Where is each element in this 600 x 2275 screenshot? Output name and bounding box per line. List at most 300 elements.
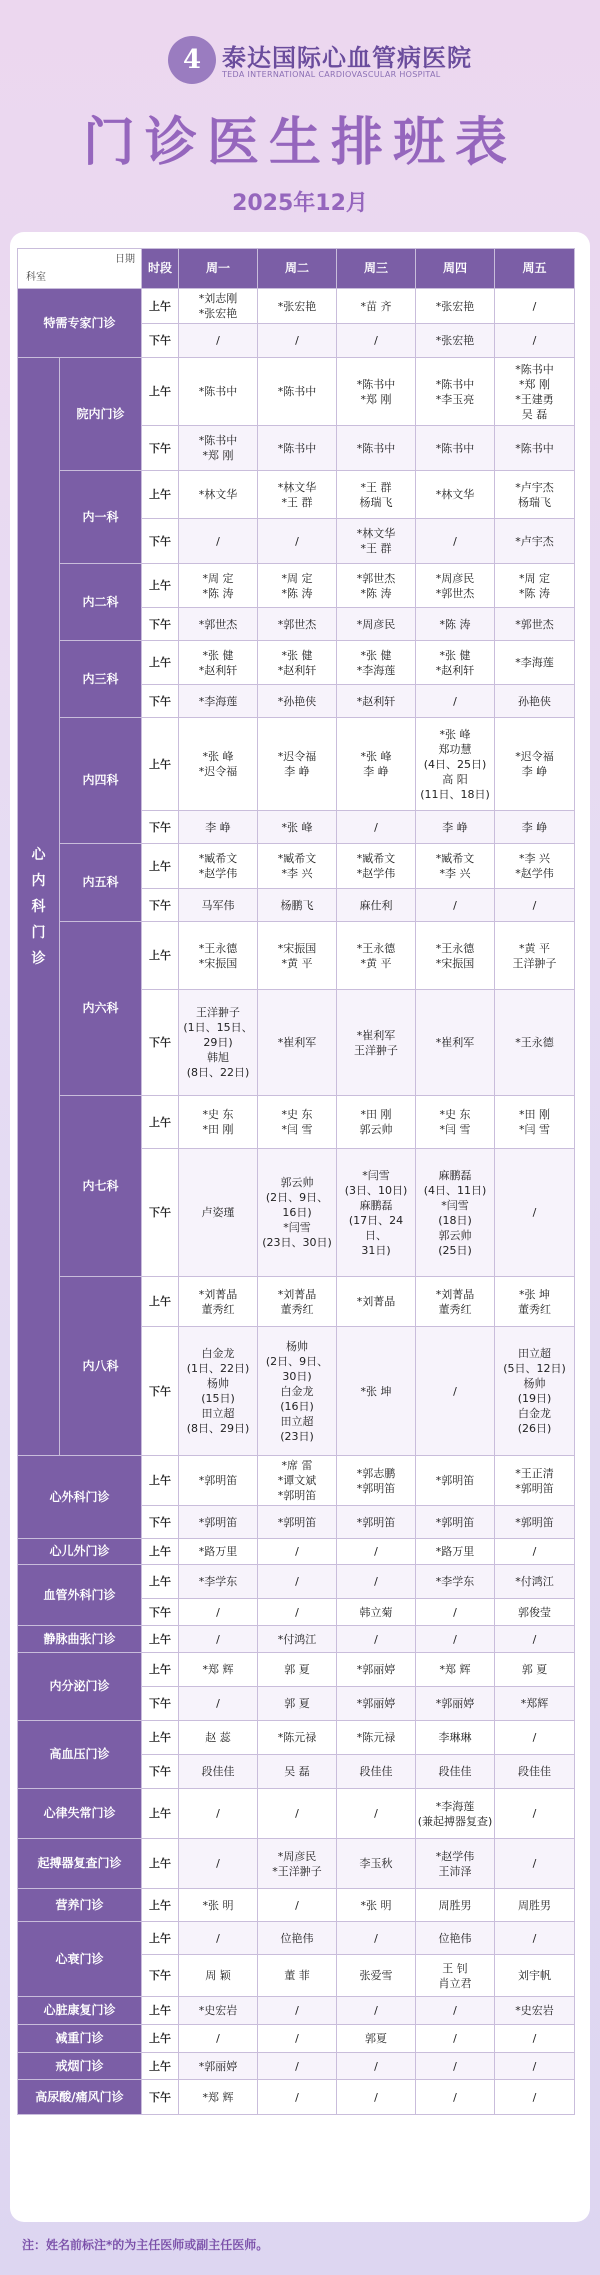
time-slot-label: 上午 <box>142 1789 179 1839</box>
table-row <box>18 471 575 519</box>
schedule-cell-fri: 刘宇帆 <box>495 1955 575 1997</box>
schedule-cell-wed: *崔利军 王洋翀子 <box>337 990 416 1096</box>
schedule-cell-tue: / <box>258 2053 337 2080</box>
schedule-cell-thu: / <box>416 1626 495 1653</box>
schedule-cell-mon: 赵 蕊 <box>179 1721 258 1755</box>
time-slot-label: 上午 <box>142 1539 179 1565</box>
schedule-cell-tue: / <box>258 519 337 564</box>
schedule-cell-fri: / <box>495 1539 575 1565</box>
schedule-cell-mon: / <box>179 1839 258 1889</box>
department-name: 内四科 <box>60 718 142 844</box>
day-header-wed: 周三 <box>337 249 416 289</box>
schedule-cell-tue: *迟令福 李 峥 <box>258 718 337 811</box>
schedule-cell-mon: *李学东 <box>179 1565 258 1599</box>
schedule-cell-wed: *郭志鹏 *郭明笛 <box>337 1456 416 1506</box>
schedule-cell-fri: / <box>495 2053 575 2080</box>
department-name: 内八科 <box>60 1277 142 1456</box>
footer-note: 注：姓名前标注*的为主任医师或副主任医师。 <box>22 2238 269 2252</box>
schedule-cell-mon: *李海莲 <box>179 685 258 718</box>
schedule-cell-fri: *史宏岩 <box>495 1997 575 2025</box>
schedule-cell-thu: / <box>416 1327 495 1456</box>
time-slot-label: 上午 <box>142 1922 179 1955</box>
table-row <box>18 1789 575 1839</box>
time-slot-label: 下午 <box>142 1687 179 1721</box>
time-slot-label: 下午 <box>142 1955 179 1997</box>
schedule-cell-tue: 郭云帅 (2日、9日、 16日) *闫雪 (23日、30日) <box>258 1149 337 1277</box>
schedule-cell-mon: *郑 辉 <box>179 2080 258 2115</box>
schedule-cell-tue: *刘菁晶 董秀红 <box>258 1277 337 1327</box>
schedule-cell-fri: 郭 夏 <box>495 1653 575 1687</box>
department-name: 院内门诊 <box>60 358 142 471</box>
schedule-cell-wed: *张 明 <box>337 1889 416 1922</box>
schedule-cell-mon: *陈书中 *郑 刚 <box>179 426 258 471</box>
schedule-cell-fri: *黄 平 王洋翀子 <box>495 922 575 990</box>
schedule-cell-thu: *赵学伟 王沛泽 <box>416 1839 495 1889</box>
schedule-cell-wed: *周彦民 <box>337 608 416 641</box>
department-name: 高尿酸/痛风门诊 <box>18 2080 142 2115</box>
department-name: 内三科 <box>60 641 142 718</box>
schedule-cell-tue: *张 健 *赵利轩 <box>258 641 337 685</box>
schedule-cell-mon: *路万里 <box>179 1539 258 1565</box>
table-row <box>18 1997 575 2025</box>
schedule-cell-tue: / <box>258 1997 337 2025</box>
time-slot-label: 上午 <box>142 1565 179 1599</box>
schedule-cell-fri: / <box>495 1839 575 1889</box>
time-slot-label: 上午 <box>142 1653 179 1687</box>
schedule-cell-tue: 位艳伟 <box>258 1922 337 1955</box>
schedule-cell-mon: 段佳佳 <box>179 1755 258 1789</box>
schedule-cell-tue: / <box>258 324 337 358</box>
schedule-cell-wed: *张 坤 <box>337 1327 416 1456</box>
schedule-cell-thu: 段佳佳 <box>416 1755 495 1789</box>
schedule-cell-mon: *张 峰 *迟令福 <box>179 718 258 811</box>
time-slot-label: 上午 <box>142 718 179 811</box>
schedule-cell-wed: *张 健 *李海莲 <box>337 641 416 685</box>
schedule-cell-mon: *郭世杰 <box>179 608 258 641</box>
time-slot-label: 下午 <box>142 1755 179 1789</box>
table-corner-header <box>18 249 142 289</box>
schedule-cell-wed: *郭丽婷 <box>337 1687 416 1721</box>
schedule-cell-wed: *陈书中 *郑 刚 <box>337 358 416 426</box>
department-name: 内六科 <box>60 922 142 1096</box>
schedule-cell-thu: 周胜男 <box>416 1889 495 1922</box>
schedule-cell-mon: / <box>179 1687 258 1721</box>
schedule-cell-wed: *郭世杰 *陈 涛 <box>337 564 416 608</box>
schedule-cell-wed: / <box>337 2053 416 2080</box>
schedule-cell-tue: / <box>258 1565 337 1599</box>
schedule-cell-mon: / <box>179 1599 258 1626</box>
schedule-cell-thu: 李琳琳 <box>416 1721 495 1755</box>
table-row <box>18 1096 575 1149</box>
table-row <box>18 1721 575 1755</box>
schedule-cell-tue: *张宏艳 <box>258 289 337 324</box>
hospital-name-en: TEDA INTERNATIONAL CARDIOVASCULAR HOSPITAL <box>222 70 441 79</box>
schedule-cell-thu: 王 钊 肖立君 <box>416 1955 495 1997</box>
schedule-cell-fri: *李海莲 <box>495 641 575 685</box>
department-name: 内二科 <box>60 564 142 641</box>
time-slot-label: 上午 <box>142 1839 179 1889</box>
table-row <box>18 922 575 990</box>
schedule-cell-thu: *郑 辉 <box>416 1653 495 1687</box>
schedule-cell-thu: *臧希文 *李 兴 <box>416 844 495 889</box>
table-row <box>18 1277 575 1327</box>
table-row <box>18 1539 575 1565</box>
schedule-cell-thu: *李学东 <box>416 1565 495 1599</box>
schedule-cell-thu: *林文华 <box>416 471 495 519</box>
schedule-cell-wed: / <box>337 324 416 358</box>
schedule-cell-thu: *张宏艳 <box>416 324 495 358</box>
schedule-cell-thu: *郭明笛 <box>416 1456 495 1506</box>
schedule-cell-mon: *史宏岩 <box>179 1997 258 2025</box>
schedule-cell-tue: / <box>258 1599 337 1626</box>
schedule-cell-mon: / <box>179 519 258 564</box>
schedule-cell-tue: *孙艳侠 <box>258 685 337 718</box>
schedule-cell-tue: *陈元禄 <box>258 1721 337 1755</box>
schedule-cell-thu: *张宏艳 <box>416 289 495 324</box>
day-header-tue: 周二 <box>258 249 337 289</box>
table-row <box>18 564 575 608</box>
table-row <box>18 1839 575 1889</box>
schedule-cell-thu: *刘菁晶 董秀红 <box>416 1277 495 1327</box>
time-slot-label: 下午 <box>142 811 179 844</box>
schedule-cell-tue: *史 东 *闫 雪 <box>258 1096 337 1149</box>
schedule-cell-fri: *王永德 <box>495 990 575 1096</box>
day-header-thu: 周四 <box>416 249 495 289</box>
schedule-cell-thu: / <box>416 2080 495 2115</box>
table-row <box>18 358 575 426</box>
time-slot-label: 下午 <box>142 2080 179 2115</box>
schedule-cell-fri: / <box>495 1789 575 1839</box>
department-name: 内一科 <box>60 471 142 564</box>
table-row <box>18 2053 575 2080</box>
schedule-cell-mon: *周 定 *陈 涛 <box>179 564 258 608</box>
schedule-cell-mon: *王永德 *宋振国 <box>179 922 258 990</box>
schedule-cell-thu: *陈书中 *李玉亮 <box>416 358 495 426</box>
schedule-cell-thu: / <box>416 685 495 718</box>
schedule-cell-mon: 李 峥 <box>179 811 258 844</box>
schedule-cell-fri: *付鸿江 <box>495 1565 575 1599</box>
schedule-cell-tue: 杨鹏飞 <box>258 889 337 922</box>
schedule-cell-tue: *周 定 *陈 涛 <box>258 564 337 608</box>
schedule-cell-fri: / <box>495 1626 575 1653</box>
time-slot-label: 下午 <box>142 1506 179 1539</box>
schedule-cell-tue: 郭 夏 <box>258 1687 337 1721</box>
schedule-cell-fri: 孙艳侠 <box>495 685 575 718</box>
page-header <box>0 0 600 240</box>
schedule-cell-tue: 杨帅 (2日、9日、 30日) 白金龙 (16日) 田立超 (23日) <box>258 1327 337 1456</box>
schedule-cell-wed: / <box>337 1565 416 1599</box>
dept-header: 科室 <box>26 272 46 283</box>
schedule-cell-wed: *郭明笛 <box>337 1506 416 1539</box>
time-slot-label: 下午 <box>142 1149 179 1277</box>
schedule-cell-wed: 李玉秋 <box>337 1839 416 1889</box>
department-name: 戒烟门诊 <box>18 2053 142 2080</box>
time-slot-label: 下午 <box>142 519 179 564</box>
schedule-cell-tue: 郭 夏 <box>258 1653 337 1687</box>
table-row <box>18 1653 575 1687</box>
time-slot-label: 下午 <box>142 889 179 922</box>
schedule-cell-fri: *卢宇杰 杨瑞飞 <box>495 471 575 519</box>
schedule-cell-wed: *赵利轩 <box>337 685 416 718</box>
table-row <box>18 289 575 324</box>
schedule-cell-tue: *周彦民 *王洋翀子 <box>258 1839 337 1889</box>
schedule-cell-thu: *郭明笛 <box>416 1506 495 1539</box>
department-name: 血管外科门诊 <box>18 1565 142 1626</box>
schedule-cell-tue: *宋振国 *黄 平 <box>258 922 337 990</box>
schedule-cell-wed: / <box>337 811 416 844</box>
schedule-cell-thu: *史 东 *闫 雪 <box>416 1096 495 1149</box>
schedule-cell-mon: *刘志刚 *张宏艳 <box>179 289 258 324</box>
schedule-cell-thu: 位艳伟 <box>416 1922 495 1955</box>
date-header: 日期 <box>115 254 135 265</box>
schedule-cell-fri: 李 峥 <box>495 811 575 844</box>
time-slot-label: 上午 <box>142 1997 179 2025</box>
schedule-cell-tue: *臧希文 *李 兴 <box>258 844 337 889</box>
schedule-cell-fri: / <box>495 889 575 922</box>
schedule-cell-fri: *张 坤 董秀红 <box>495 1277 575 1327</box>
department-name: 高血压门诊 <box>18 1721 142 1789</box>
schedule-cell-fri: *陈书中 <box>495 426 575 471</box>
schedule-cell-wed: 麻仕利 <box>337 889 416 922</box>
time-slot-label: 上午 <box>142 1277 179 1327</box>
department-name: 心衰门诊 <box>18 1922 142 1997</box>
table-row <box>18 1889 575 1922</box>
schedule-cell-fri: / <box>495 1721 575 1755</box>
schedule-cell-fri: 段佳佳 <box>495 1755 575 1789</box>
schedule-cell-mon: *郭丽婷 <box>179 2053 258 2080</box>
schedule-cell-fri: *卢宇杰 <box>495 519 575 564</box>
table-row <box>18 1456 575 1506</box>
schedule-cell-fri: *郭世杰 <box>495 608 575 641</box>
schedule-cell-mon: *张 明 <box>179 1889 258 1922</box>
schedule-cell-tue: *郭明笛 <box>258 1506 337 1539</box>
schedule-cell-wed: 段佳佳 <box>337 1755 416 1789</box>
schedule-cell-wed: *刘菁晶 <box>337 1277 416 1327</box>
schedule-cell-mon: 王洋翀子 (1日、15日、 29日) 韩旭 (8日、22日) <box>179 990 258 1096</box>
schedule-cell-tue: *崔利军 <box>258 990 337 1096</box>
schedule-cell-wed: 韩立菊 <box>337 1599 416 1626</box>
time-slot-label: 上午 <box>142 1456 179 1506</box>
schedule-cell-fri: *周 定 *陈 涛 <box>495 564 575 608</box>
time-slot-label: 下午 <box>142 685 179 718</box>
day-header-mon: 周一 <box>179 249 258 289</box>
schedule-cell-tue: *陈书中 <box>258 358 337 426</box>
schedule-cell-tue: *郭世杰 <box>258 608 337 641</box>
schedule-cell-wed: *田 刚 郭云帅 <box>337 1096 416 1149</box>
schedule-cell-tue: *张 峰 <box>258 811 337 844</box>
schedule-cell-fri: *李 兴 *赵学伟 <box>495 844 575 889</box>
schedule-cell-wed: / <box>337 1789 416 1839</box>
table-row <box>18 641 575 685</box>
schedule-cell-fri: / <box>495 324 575 358</box>
department-name: 心儿外门诊 <box>18 1539 142 1565</box>
time-slot-label: 上午 <box>142 1626 179 1653</box>
schedule-cell-wed: *郭丽婷 <box>337 1653 416 1687</box>
schedule-cell-wed: *臧希文 *赵学伟 <box>337 844 416 889</box>
table-row <box>18 844 575 889</box>
cardiology-group-label: 心 内 科 门 诊 <box>18 358 60 1456</box>
schedule-cell-fri: *陈书中 *郑 刚 *王建勇 吴 磊 <box>495 358 575 426</box>
schedule-cell-fri: *田 刚 *闫 雪 <box>495 1096 575 1149</box>
department-name: 特需专家门诊 <box>18 289 142 358</box>
schedule-cell-wed: *王 群 杨瑞飞 <box>337 471 416 519</box>
schedule-cell-thu: / <box>416 1997 495 2025</box>
schedule-cell-tue: / <box>258 1539 337 1565</box>
schedule-cell-mon: / <box>179 2025 258 2053</box>
time-slot-label: 上午 <box>142 358 179 426</box>
schedule-cell-mon: *郭明笛 <box>179 1506 258 1539</box>
schedule-cell-mon: *陈书中 <box>179 358 258 426</box>
schedule-cell-thu: *王永德 *宋振国 <box>416 922 495 990</box>
schedule-cell-wed: 郭夏 <box>337 2025 416 2053</box>
schedule-cell-fri: / <box>495 2080 575 2115</box>
schedule-cell-mon: *刘菁晶 董秀红 <box>179 1277 258 1327</box>
schedule-cell-mon: / <box>179 1789 258 1839</box>
schedule-body <box>18 289 575 2115</box>
schedule-cell-thu: / <box>416 519 495 564</box>
schedule-cell-mon: / <box>179 1922 258 1955</box>
schedule-cell-mon: / <box>179 324 258 358</box>
time-slot-label: 下午 <box>142 426 179 471</box>
schedule-cell-wed: / <box>337 1626 416 1653</box>
schedule-cell-wed: / <box>337 2080 416 2115</box>
table-row <box>18 1922 575 1955</box>
time-slot-label: 上午 <box>142 1889 179 1922</box>
time-slot-label: 上午 <box>142 2025 179 2053</box>
schedule-month: 2025年12月 <box>232 191 368 216</box>
schedule-cell-mon: *郭明笛 <box>179 1456 258 1506</box>
schedule-cell-fri: *王正清 *郭明笛 <box>495 1456 575 1506</box>
schedule-cell-tue: / <box>258 2080 337 2115</box>
time-slot-label: 上午 <box>142 844 179 889</box>
schedule-cell-mon: 卢姿瑾 <box>179 1149 258 1277</box>
schedule-cell-wed: *陈书中 <box>337 426 416 471</box>
schedule-cell-thu: / <box>416 2025 495 2053</box>
time-slot-label: 上午 <box>142 289 179 324</box>
schedule-cell-fri: / <box>495 1149 575 1277</box>
schedule-table <box>17 248 575 2115</box>
schedule-cell-tue: 董 菲 <box>258 1955 337 1997</box>
department-name: 起搏器复查门诊 <box>18 1839 142 1889</box>
time-slot-label: 上午 <box>142 922 179 990</box>
time-slot-label: 上午 <box>142 1096 179 1149</box>
table-row <box>18 2080 575 2115</box>
schedule-cell-wed: *陈元禄 <box>337 1721 416 1755</box>
schedule-cell-thu: *张 健 *赵利轩 <box>416 641 495 685</box>
time-slot-label: 下午 <box>142 324 179 358</box>
schedule-cell-wed: / <box>337 1922 416 1955</box>
schedule-cell-tue: / <box>258 1889 337 1922</box>
hospital-logo: 4 <box>168 36 216 84</box>
schedule-cell-thu: *郭丽婷 <box>416 1687 495 1721</box>
department-name: 内七科 <box>60 1096 142 1277</box>
schedule-cell-wed: *苗 齐 <box>337 289 416 324</box>
schedule-cell-thu: *陈书中 <box>416 426 495 471</box>
department-name: 减重门诊 <box>18 2025 142 2053</box>
schedule-cell-mon: 马军伟 <box>179 889 258 922</box>
schedule-cell-fri: 周胜男 <box>495 1889 575 1922</box>
department-name: 静脉曲张门诊 <box>18 1626 142 1653</box>
time-slot-label: 上午 <box>142 471 179 519</box>
schedule-cell-thu: *李海莲 (兼起搏器复查) <box>416 1789 495 1839</box>
schedule-cell-thu: / <box>416 1599 495 1626</box>
table-row <box>18 1626 575 1653</box>
schedule-cell-wed: / <box>337 1997 416 2025</box>
department-name: 内五科 <box>60 844 142 922</box>
schedule-cell-thu: *张 峰 郑功慧 (4日、25日) 高 阳 (11日、18日) <box>416 718 495 811</box>
time-slot-label: 下午 <box>142 608 179 641</box>
schedule-cell-tue: *林文华 *王 群 <box>258 471 337 519</box>
schedule-cell-mon: 白金龙 (1日、22日) 杨帅 (15日) 田立超 (8日、29日) <box>179 1327 258 1456</box>
schedule-cell-mon: *史 东 *田 刚 <box>179 1096 258 1149</box>
hospital-name: 泰达国际心血管病医院 <box>222 43 472 72</box>
schedule-cell-mon: *张 健 *赵利轩 <box>179 641 258 685</box>
schedule-cell-thu: 麻鹏磊 (4日、11日) *闫雪 (18日) 郭云帅 (25日) <box>416 1149 495 1277</box>
time-slot-label: 下午 <box>142 990 179 1096</box>
time-slot-label: 上午 <box>142 641 179 685</box>
schedule-cell-thu: *崔利军 <box>416 990 495 1096</box>
schedule-cell-thu: / <box>416 2053 495 2080</box>
time-slot-label: 下午 <box>142 1599 179 1626</box>
department-name: 心外科门诊 <box>18 1456 142 1539</box>
schedule-cell-fri: *迟令福 李 峥 <box>495 718 575 811</box>
schedule-cell-mon: 周 颖 <box>179 1955 258 1997</box>
schedule-cell-fri: *郑辉 <box>495 1687 575 1721</box>
schedule-cell-tue: *陈书中 <box>258 426 337 471</box>
schedule-cell-tue: / <box>258 2025 337 2053</box>
schedule-cell-mon: *林文华 <box>179 471 258 519</box>
schedule-cell-wed: *王永德 *黄 平 <box>337 922 416 990</box>
schedule-cell-wed: / <box>337 1539 416 1565</box>
time-slot-label: 下午 <box>142 1327 179 1456</box>
schedule-cell-fri: 郭俊莹 <box>495 1599 575 1626</box>
schedule-cell-tue: / <box>258 1789 337 1839</box>
schedule-cell-wed: 张爱雪 <box>337 1955 416 1997</box>
time-slot-label: 上午 <box>142 1721 179 1755</box>
schedule-cell-thu: *陈 涛 <box>416 608 495 641</box>
schedule-cell-wed: *林文华 *王 群 <box>337 519 416 564</box>
schedule-cell-mon: *郑 辉 <box>179 1653 258 1687</box>
schedule-cell-wed: *张 峰 李 峥 <box>337 718 416 811</box>
schedule-cell-thu: *周彦民 *郭世杰 <box>416 564 495 608</box>
schedule-cell-fri: / <box>495 1922 575 1955</box>
schedule-cell-fri: 田立超 (5日、12日) 杨帅 (19日) 白金龙 (26日) <box>495 1327 575 1456</box>
table-row <box>18 1565 575 1599</box>
schedule-cell-tue: 吴 磊 <box>258 1755 337 1789</box>
department-name: 内分泌门诊 <box>18 1653 142 1721</box>
time-slot-label: 上午 <box>142 564 179 608</box>
department-name: 营养门诊 <box>18 1889 142 1922</box>
schedule-cell-fri: *郭明笛 <box>495 1506 575 1539</box>
table-row <box>18 718 575 811</box>
table-row <box>18 2025 575 2053</box>
department-name: 心脏康复门诊 <box>18 1997 142 2025</box>
schedule-cell-thu: *路万里 <box>416 1539 495 1565</box>
time-slot-label: 上午 <box>142 2053 179 2080</box>
schedule-cell-fri: / <box>495 2025 575 2053</box>
schedule-cell-tue: *付鸿江 <box>258 1626 337 1653</box>
day-header-fri: 周五 <box>495 249 575 289</box>
schedule-cell-fri: / <box>495 289 575 324</box>
schedule-cell-wed: *闫雪 (3日、10日) 麻鹏磊 (17日、24日、 31日) <box>337 1149 416 1277</box>
slot-header: 时段 <box>142 249 179 289</box>
schedule-cell-thu: 李 峥 <box>416 811 495 844</box>
schedule-cell-mon: *臧希文 *赵学伟 <box>179 844 258 889</box>
schedule-cell-mon: / <box>179 1626 258 1653</box>
page-title: 门诊医生排班表 <box>82 112 517 173</box>
department-name: 心律失常门诊 <box>18 1789 142 1839</box>
schedule-cell-tue: *席 雷 *谭文斌 *郭明笛 <box>258 1456 337 1506</box>
